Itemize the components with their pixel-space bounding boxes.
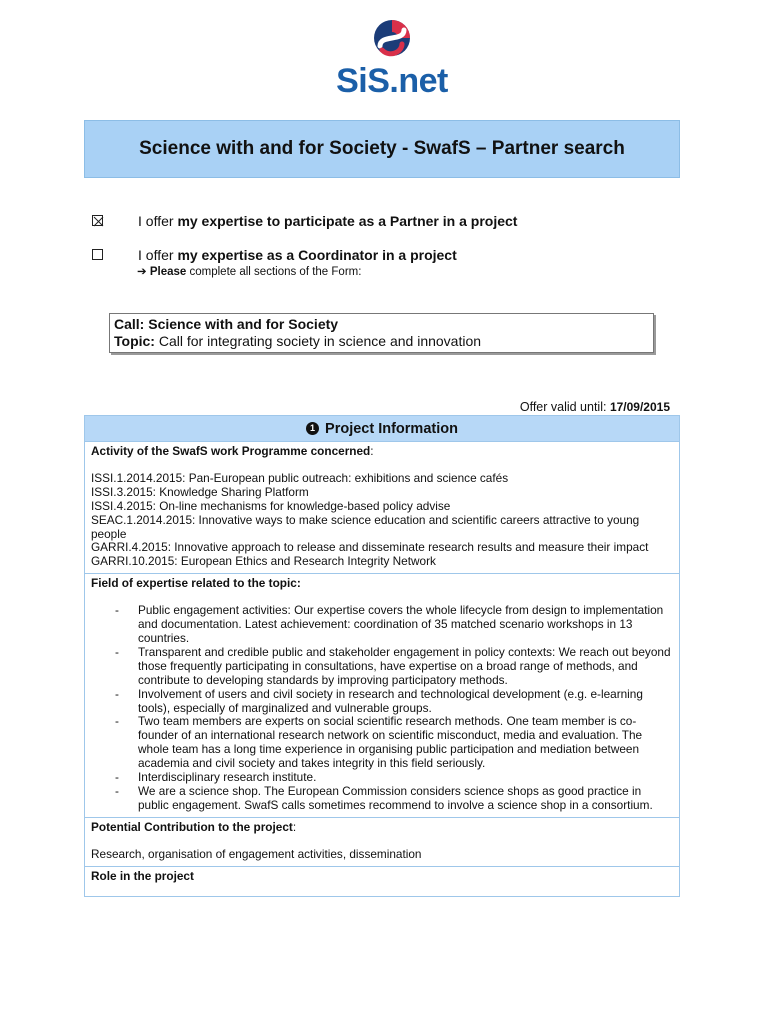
list-item: - We are a science shop. The European Commission considers science shops as good practice in public engagement. SwafS calls sometimes recommend to involve a science shop in a consortium. [115, 783, 653, 812]
valid-date: 17/09/2015 [609, 400, 670, 414]
call-topic-box: Call: Science with and for Society Topic: Call for integrating society in science and innovation [109, 313, 654, 353]
coordinator-option-text: I offer my expertise as a Coordinator in a project [138, 247, 457, 263]
offer-valid-until: Offer valid until: 17/09/2015 [519, 400, 670, 414]
activity-line: ISSI.4.2015: On-line mechanisms for knowledge-based policy advise [91, 498, 451, 513]
section-header: 1 Project Information [85, 416, 679, 442]
list-item: - Two team members are experts on social scientific research methods. One team member is co-founder of an international research network on scientific misconduct, media and evaluation. The whole team has a long time experience in organising public participation and mediation between academia and civil society and takes integrity in this field seriously. [115, 714, 643, 771]
logo-text: SiS.net [336, 62, 448, 100]
role-cell: Role in the project [91, 868, 194, 883]
page-title: Science with and for Society - SwafS – Partner search [84, 120, 680, 178]
activity-cell: Activity of the SwafS work Programme concerned: ISSI.1.2014.2015: Pan-European public outreach: exhibitions and science cafés ISSI.3.2015: Knowledge Sharing Platform ISSI.4.2015: On-line mechanisms for knowledge-based policy advise SEAC.1.2014.2015: Innovative ways to make science education and scientific careers attractive to young people GARRI.4.2015: Innovative approach to release and disseminate research results and measure their impact GARRI.10.2015: European Ethics and Research Integrity Network [85, 442, 679, 574]
list-item: - Transparent and credible public and stakeholder engagement in policy contexts: We reach out beyond those frequently participating in consultations, have expertise on a broad range of methods, and contribute to developing standards by improving participatory methods. [115, 644, 671, 687]
list-item: - Interdisciplinary research institute. [115, 770, 317, 785]
instruction-note: ➔ Please complete all sections of the Form: [137, 266, 362, 278]
coordinator-checkbox[interactable] [92, 249, 103, 260]
contribution-cell: Potential Contribution to the project: Research, organisation of engagement activities, dissemination [85, 818, 679, 867]
section-number-icon: 1 [306, 422, 319, 435]
activity-line: SEAC.1.2014.2015: Innovative ways to make science education and scientific careers attractive to young people [91, 512, 640, 541]
partner-option-text: I offer my expertise to participate as a Partner in a project [138, 213, 518, 229]
sisnet-logo-icon [372, 18, 412, 62]
arrow-icon: ➔ [137, 266, 147, 278]
checked-icon [93, 216, 104, 227]
expertise-cell: Field of expertise related to the topic: - Public engagement activities: Our expertise covers the whole lifecycle from design to implementation and documentation. Latest achievement: coordination of 35 matched scenario workshops in 13 countries. - Transparent and credible public and stakeholder engagement in policy contexts: We reach out beyond those frequently participating in consultations, have expertise on a broad range of methods, and contribute to developing standards by improving participatory methods. - Involvement of users and civil society in research and technological development (e.g. e-learning tools), especially of marginalized and vulnerable groups. - Two team members are experts on social scientific research methods. One team member is co-founder of an international research network on scientific misconduct, media and evaluation. The whole team has a long time experience in organising public participation and mediation between academia and civil society and takes integrity in this field seriously. - Interdisciplinary research institute. - We are a science shop. The European Commission considers science shops as good practice in public engagement. SwafS calls sometimes recommend to involve a science shop in a consortium. [85, 574, 679, 818]
activity-line: ISSI.1.2014.2015: Pan-European public outreach: exhibitions and science cafés [91, 470, 509, 485]
activity-line: GARRI.10.2015: European Ethics and Research Integrity Network [91, 554, 436, 569]
sisnet-logo [330, 18, 454, 104]
list-item: - Involvement of users and civil society in research and technological development (e.g. e-learning tools), especially of marginalized and vulnerable groups. [115, 686, 643, 715]
project-information-table [84, 415, 680, 897]
contribution-value: Research, organisation of engagement activities, dissemination [91, 846, 422, 861]
expertise-list [91, 604, 673, 813]
activity-line: GARRI.4.2015: Innovative approach to release and disseminate research results and measure their impact [91, 540, 649, 555]
activity-line: ISSI.3.2015: Knowledge Sharing Platform [91, 484, 309, 499]
partner-checkbox[interactable] [92, 215, 103, 226]
list-item: - Public engagement activities: Our expertise covers the whole lifecycle from design to implementation and documentation. Latest achievement: coordination of 35 matched scenario workshops in 13 countries. [115, 603, 664, 645]
